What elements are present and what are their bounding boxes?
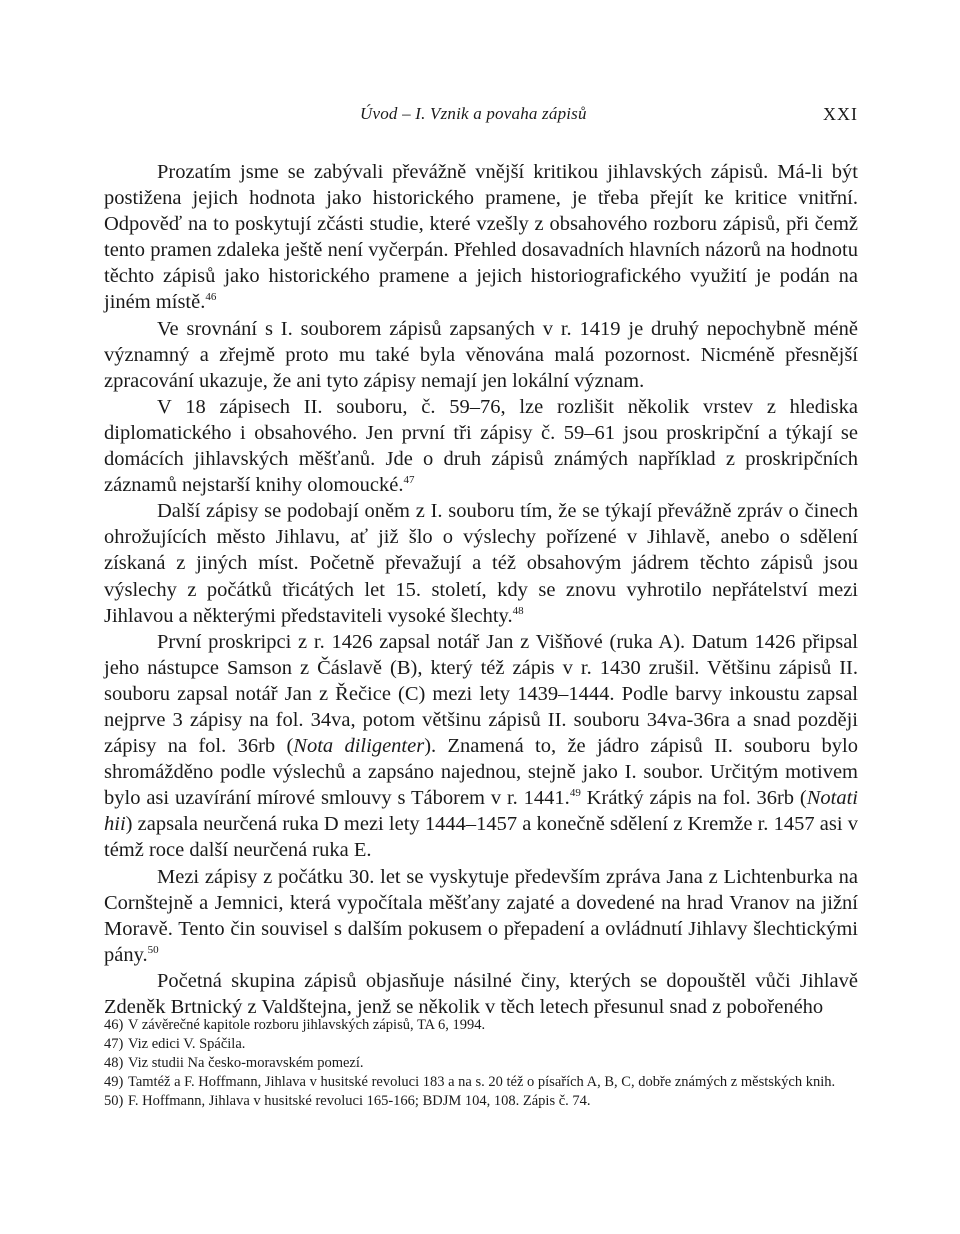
footnote-ref: 46: [205, 291, 217, 304]
paragraph-text: Mezi zápisy z počátku 30. let se vyskytuje především zpráva Jana z Lichtenburka na Cornštejně a Jemnici, která vypočítala měšťany zajaté a dovedené na hrad Vranov na jižní Moravě. Tento čin souvisel s dalším pokusem o přepadení a ovládnutí Jihlavy šlechtickými pány.: [104, 865, 858, 966]
paragraph: [104, 968, 858, 1020]
paragraph: [104, 629, 858, 864]
body-text: [104, 159, 858, 1020]
paragraph: [104, 864, 858, 968]
paragraph: [104, 316, 858, 394]
italic-phrase: Nota diligenter: [293, 735, 425, 758]
footnote-number: 49 ): [104, 1073, 123, 1092]
footnote-ref: 47: [403, 474, 415, 487]
footnote-number: 46 ): [104, 1016, 123, 1035]
paragraph-text: Další zápisy se podobají oněm z I. souboru tím, že se týkají převážně zpráv o činech ohrožujících město Jihlavu, ať již šlo o výslechy pořízené v Jihlavě, anebo o sdělení získaná z jiných míst. Početně převažují a též obsahovým jádrem těchto zápisů jsou výslechy z počátků třicátých let 15. století, kdy se znovu vyhrotilo nepřátelství mezi Jihlavou a některými představiteli vysoké šlechty.: [104, 500, 858, 627]
footnote-ref: 48: [512, 604, 524, 617]
page-number: XXI: [823, 104, 858, 124]
footnote-number: 47 ): [104, 1035, 123, 1054]
footnote: [104, 1035, 858, 1054]
paragraph-text: ). Znamená to, že jádro zápisů II. souboru bylo shromážděno podle výslechů a zapsáno najednou, stejně jako I. soubor. Určitým motivem bylo asi uzavírání mírové smlouvy s Táborem v r. 1441.: [104, 735, 858, 810]
paragraph-text: V 18 zápisech II. souboru, č. 59–76, lze rozlišit několik vrstev z hlediska diplomatického i obsahového. Jen první tři zápisy č. 59–61 jsou proskripční a týkají se domácích jihlavských měšťanů. Jde o druh zápisů známých například z proskripčních záznamů nejstarší knihy olomoucké.: [104, 395, 858, 497]
paragraph-text: První proskripci z r. 1426 zapsal notář Jan z Višňové (ruka A). Datum 1426 připsal jeho nástupce Samson z Čáslavě (B), který též zápis v r. 1430 zrušil. Většinu zápisů II. souboru zapsal notář Jan z Řečice (C) mezi lety 1439–1444. Podle barvy inkoustu zapsal nejprve 3 zápisy na fol. 34va, potom většinu zápisů II. souboru 34va-36ra a snad později zápisy na fol. 36rb (: [104, 630, 858, 758]
footnote-text: F. Hoffmann, Jihlava v husitské revoluci 165-166; BDJM 104, 108. Zápis č. 74.: [128, 1093, 591, 1109]
footnote-text: Viz studii Na česko-moravském pomezí.: [128, 1055, 364, 1071]
paragraph-text: ) zapsala neurčená ruka D mezi lety 1444–1457 a konečně sdělení z Kremže r. 1457 asi v témž roce další neurčená ruka E.: [104, 813, 858, 862]
footnote-text: Tamtéž a F. Hoffmann, Jihlava v husitské revoluci 183 a na s. 20 též o písařích A, B, C, dobře známých z městských knih.: [128, 1074, 836, 1090]
footnote: [104, 1016, 858, 1035]
paragraph-text: Krátký zápis na fol. 36rb (: [580, 787, 807, 810]
footnote-text: Viz edici V. Spáčila.: [128, 1036, 246, 1052]
footnote-text: V závěrečné kapitole rozboru jihlavských zápisů, TA 6, 1994.: [128, 1017, 486, 1033]
italic-phrase: Notati hii: [104, 787, 858, 836]
paragraph: [104, 498, 858, 628]
paragraph: [104, 159, 858, 316]
footnote: [104, 1073, 858, 1092]
paragraph-text: Ve srovnání s I. souborem zápisů zapsaných v r. 1419 je druhý nepochybně méně významný a zřejmě proto mu také byla věnována malá pozornost. Nicméně přesnější zpracování ukazuje, že ani tyto zápisy nemají jen lokální význam.: [104, 317, 858, 392]
running-head: [104, 104, 858, 128]
footnote: [104, 1054, 858, 1073]
footnote-number: 48 ): [104, 1054, 123, 1073]
footnote-ref: 50: [147, 943, 159, 956]
footnote-ref: 49: [569, 787, 581, 800]
paragraph-text: Početná skupina zápisů objasňuje násilné činy, kterých se dopouštěl vůči Jihlavě Zdeněk Brtnický z Valdštejna, jenž se několik v těch letech přesunul snad z pobořeného: [104, 969, 858, 1018]
running-title: Úvod – I. Vznik a povaha zápisů: [360, 104, 587, 123]
footnote: [104, 1092, 858, 1111]
footnotes: [104, 1016, 858, 1111]
footnote-number: 50 ): [104, 1092, 123, 1111]
paragraph: [104, 394, 858, 498]
paragraph-text: Prozatím jsme se zabývali převážně vnější kritikou jihlavských zápisů. Má-li být postižena jejich hodnota jako historického pramene, je třeba přejít ke kritice vnitřní. Odpověď na to poskytují zčásti studie, které vzešly z obsahového rozboru zápisů, při čemž tento pramen zdaleka ještě není vyčerpán. Přehled dosavadních hlavních názorů na hodnotu těchto zápisů jako historického pramene a jejich historiografického využití je podán na jiném místě.: [104, 161, 858, 314]
